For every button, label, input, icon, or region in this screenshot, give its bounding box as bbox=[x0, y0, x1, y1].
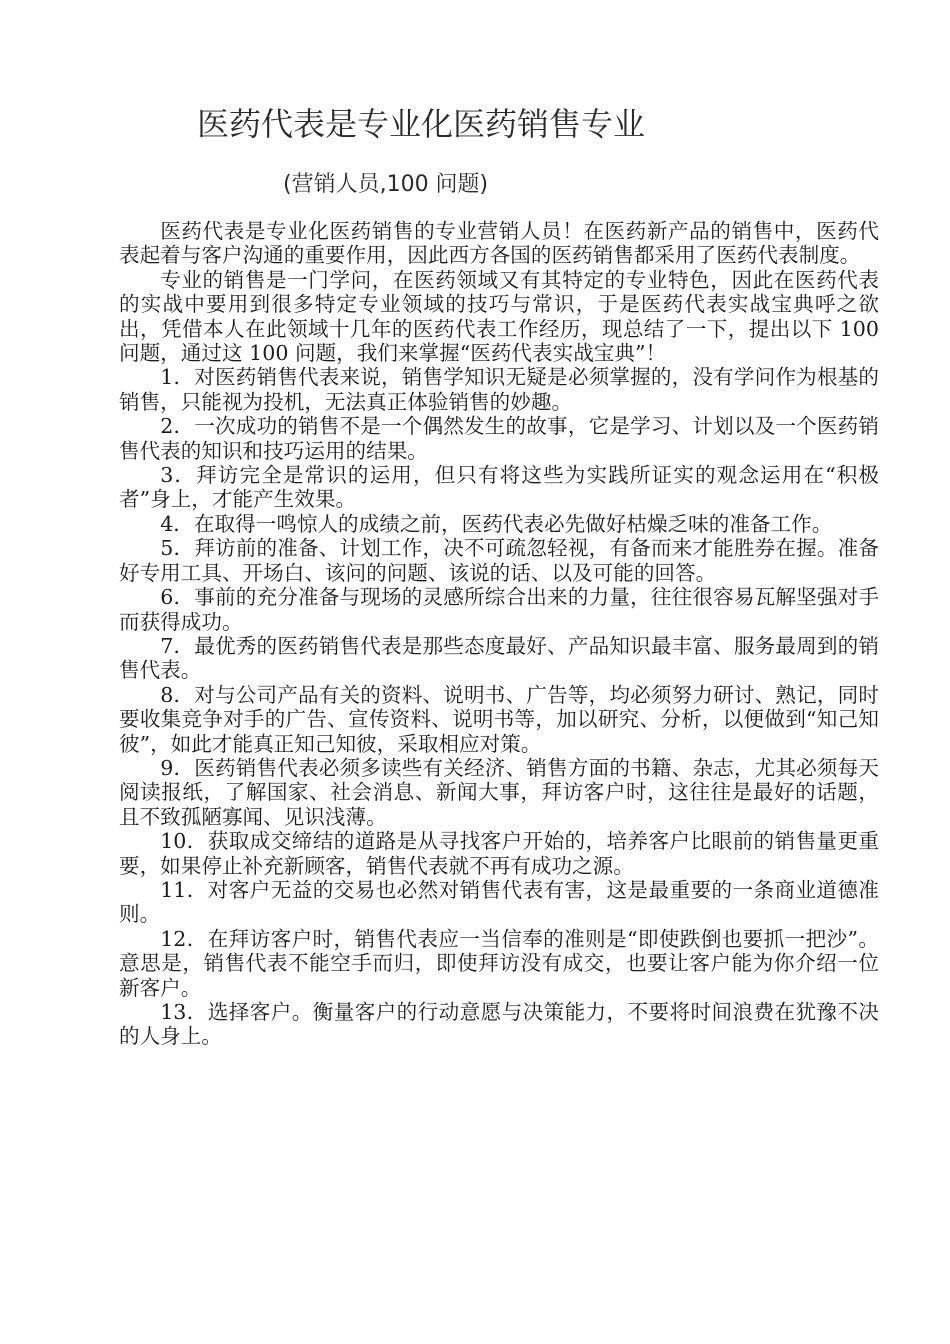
paragraph-item-10: 10．获取成交缔结的道路是从寻找客户开始的，培养客户比眼前的销售量更重要，如果停止补充新顾客，销售代表就不再有成功之源。 bbox=[119, 829, 879, 878]
paragraph-item-6: 6．事前的充分准备与现场的灵感所综合出来的力量，往往很容易瓦解坚强对手而获得成功。 bbox=[119, 585, 879, 634]
paragraph-item-5: 5．拜访前的准备、计划工作，决不可疏忽轻视，有备而来才能胜券在握。准备好专用工具、开场白、该问的问题、该说的话、以及可能的回答。 bbox=[119, 536, 879, 585]
paragraph-item-4: 4．在取得一鸣惊人的成绩之前，医药代表必先做好枯燥乏味的准备工作。 bbox=[160, 511, 833, 536]
document-title: 医药代表是专业化医药销售专业 bbox=[197, 105, 646, 143]
document-body bbox=[119, 219, 879, 1049]
paragraph-item-7: 7．最优秀的医药销售代表是那些态度最好、产品知识最丰富、服务最周到的销售代表。 bbox=[119, 633, 879, 683]
paragraph-item-1: 1．对医药销售代表来说，销售学知识无疑是必须掌握的，没有学问作为根基的销售，只能视为投机，无法真正体验销售的妙趣。 bbox=[119, 365, 879, 414]
paragraph-item-9: 9．医药销售代表必须多读些有关经济、销售方面的书籍、杂志，尤其必须每天阅读报纸，了解国家、社会消息、新闻大事，拜访客户时，这往往是最好的话题，且不致孤陋寡闻、见识浅薄。 bbox=[119, 755, 879, 829]
paragraph-intro-1: 医药代表是专业化医药销售的专业营销人员！在医药新产品的销售中，医药代表起着与客户沟通的重要作用，因此西方各国的医药销售都采用了医药代表制度。 bbox=[119, 219, 879, 268]
document-subtitle: (营销人员,100 问题) bbox=[283, 172, 489, 197]
paragraph-intro-2: 专业的销售是一门学问，在医药领域又有其特定的专业特色，因此在医药代表的实战中要用到很多特定专业领域的技巧与常识，于是医药代表实战宝典呼之欲出，凭借本人在此领域十几年的医药代表工作经历，现总结了一下，提出以下 100 问题，通过这 100 问题，我们来掌握“医药代表实战宝典”！ bbox=[119, 267, 879, 366]
paragraph-item-8: 8．对与公司产品有关的资料、说明书、广告等，均必须努力研讨、熟记，同时要收集竞争对手的广告、宣传资料、说明书等，加以研究、分析，以便做到“知己知彼”，如此才能真正知己知彼，采取相应对策。 bbox=[119, 682, 879, 756]
paragraph-item-13: 13．选择客户。衡量客户的行动意愿与决策能力，不要将时间浪费在犹豫不决的人身上。 bbox=[119, 1000, 879, 1049]
paragraph-item-2: 2．一次成功的销售不是一个偶然发生的故事，它是学习、计划以及一个医药销售代表的知识和技巧运用的结果。 bbox=[119, 414, 879, 463]
paragraph-item-3: 3．拜访完全是常识的运用，但只有将这些为实践所证实的观念运用在“积极者”身上，才能产生效果。 bbox=[119, 463, 879, 512]
paragraph-item-12: 12．在拜访客户时，销售代表应一当信奉的准则是“即使跌倒也要抓一把沙”。意思是，销售代表不能空手而归，即使拜访没有成交，也要让客户能为你介绍一位新客户。 bbox=[119, 926, 879, 1000]
paragraph-item-11: 11．对客户无益的交易也必然对销售代表有害，这是最重要的一条商业道德准则。 bbox=[119, 877, 879, 927]
